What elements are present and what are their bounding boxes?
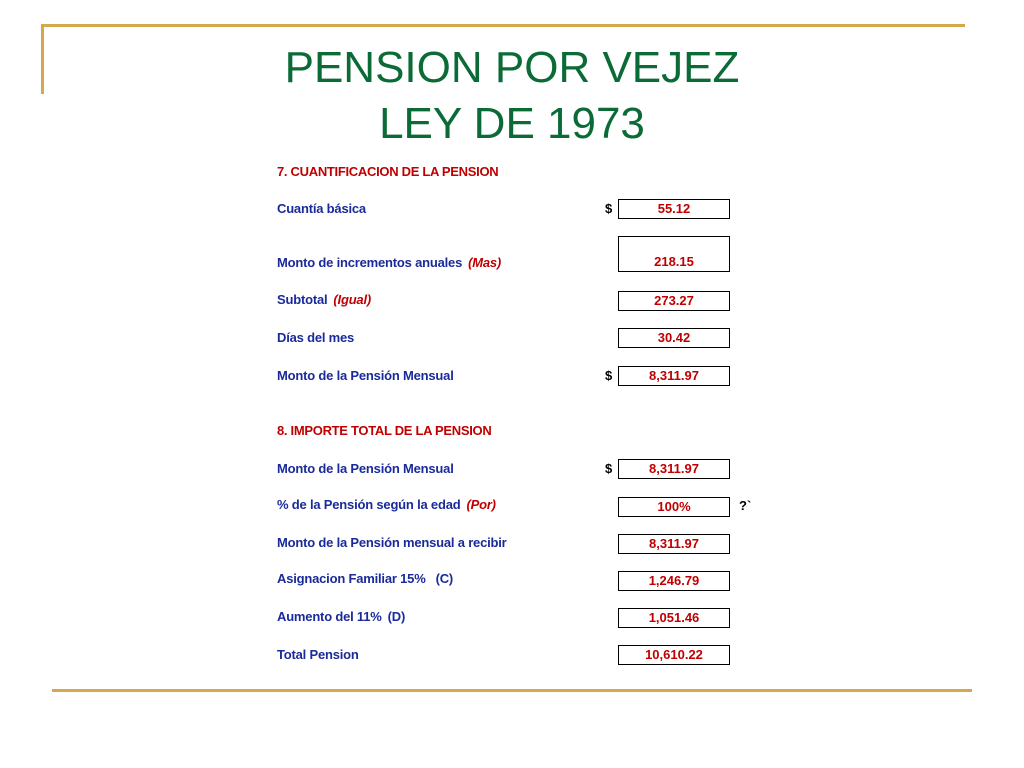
value-total: 10,610.22	[618, 645, 730, 665]
title-line-1: PENSION POR VEJEZ	[284, 43, 740, 92]
value-cuantia-basica: 55.12	[618, 199, 730, 219]
label-text: Monto de la Pensión Mensual	[277, 461, 454, 476]
row-total-label	[277, 647, 359, 662]
row-dias-label	[277, 330, 354, 345]
section-8-heading: 8. IMPORTE TOTAL DE LA PENSION	[277, 423, 492, 438]
value-monto-pension: 8,311.97	[618, 366, 730, 386]
value-asignacion: 1,246.79	[618, 571, 730, 591]
value-monto-recibir: 8,311.97	[618, 534, 730, 554]
row-asignacion-label	[277, 571, 453, 586]
label-text: Monto de incrementos anuales	[277, 255, 463, 270]
label-text: Días del mes	[277, 330, 355, 345]
label-text: Subtotal	[277, 292, 328, 307]
question-note: ?`	[739, 498, 752, 513]
row-monto-recibir-label	[277, 535, 507, 550]
value-subtotal: 273.27	[618, 291, 730, 311]
dollar-sign: $	[605, 201, 613, 216]
value-aumento: 1,051.46	[618, 608, 730, 628]
row-subtotal-label	[277, 292, 371, 307]
value-monto-pension-2: 8,311.97	[618, 459, 730, 479]
frame-bottom-line	[52, 689, 972, 692]
label-text: Total Pension	[277, 647, 359, 662]
label-text: Monto de la Pensión mensual a recibir	[277, 535, 507, 550]
slide-title	[0, 40, 1024, 152]
row-aumento-label	[277, 609, 405, 624]
value-dias: 30.42	[618, 328, 730, 348]
frame-top-line	[41, 24, 965, 27]
aux-text: (Igual)	[333, 292, 371, 307]
label-text: Aumento del 11%	[277, 609, 382, 624]
section-7-heading: 7. CUANTIFICACION DE LA PENSION	[277, 164, 499, 179]
aux-text: (C)	[435, 571, 454, 586]
dollar-sign: $	[605, 461, 613, 476]
value-incrementos: 218.15	[618, 236, 730, 272]
label-text: Cuantía básica	[277, 201, 366, 216]
row-monto-pension-label	[277, 368, 454, 383]
label-text: Asignacion Familiar 15%	[277, 571, 426, 586]
row-cuantia-basica-label	[277, 201, 366, 216]
row-porcentaje-label	[277, 497, 496, 512]
dollar-sign: $	[605, 368, 613, 383]
row-incrementos-label	[277, 255, 501, 270]
aux-text: (D)	[387, 609, 406, 624]
row-monto-pension-2-label	[277, 461, 454, 476]
label-text: % de la Pensión según la edad	[277, 497, 461, 512]
label-text: Monto de la Pensión Mensual	[277, 368, 454, 383]
aux-text: (Por)	[466, 497, 496, 512]
value-porcentaje: 100%	[618, 497, 730, 517]
aux-text: (Mas)	[468, 255, 502, 270]
title-line-2: LEY DE 1973	[379, 99, 645, 148]
